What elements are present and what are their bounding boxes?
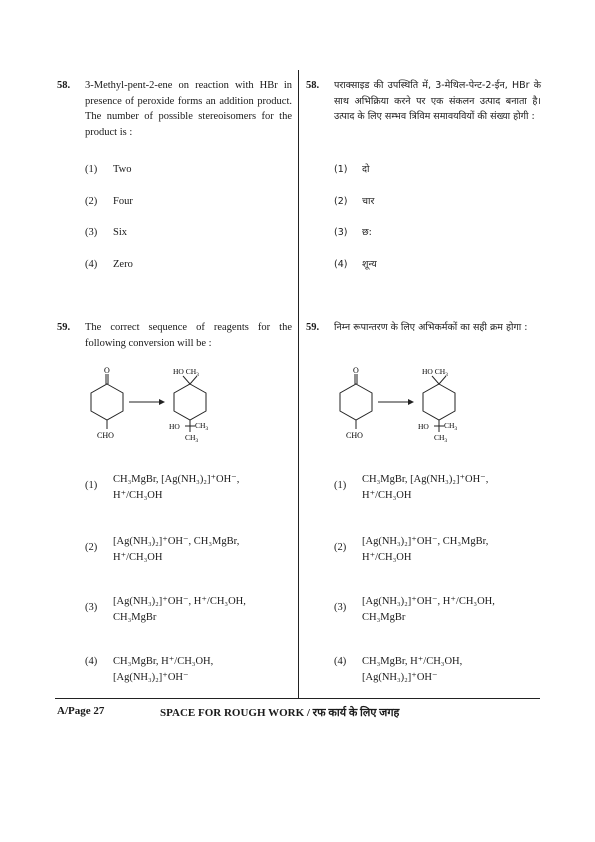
svg-text:CH3: $CH_3$ <box>444 421 458 432</box>
top-substituent-label: HO $CH_3$ <box>173 367 199 378</box>
question-text: पराक्साइड की उपस्थिति में, 3-मेथिल-पेन्ट-2-ईन, HBr के साथ अभिक्रिया करने पर एक संकलन उत्पाद बनाता है। उत्पाद के लिए सम्भव त्रिविम समावयवियों की संख्या होगी : <box>334 80 541 122</box>
question-58-hi <box>306 78 541 125</box>
question-text: निम्न रूपान्तरण के लिए अभिकर्मकों का सही क्रम होगा : <box>334 322 528 333</box>
svg-text:CHO: CHO <box>346 431 363 440</box>
exam-page: 58. 3-Methyl-pent-2-ene on reaction with HBr in presence of peroxide forms an addition product. The number of possible stereoisomers for the product is : (1) Two (2) Four (3) Six (4) Zero 59. The correct sequence of reagents for the following conversion will be : O CHO HO $CH_3$ HO $CH_3$ $CH_3$ (1) CH₃MgBr, [Ag(NH₃)₂]⁺OH⁻, H⁺/CH₃OH (2) [Ag(NH₃)₂]⁺OH⁻, CH₃MgBr, H⁺/CH₃OH (3) [Ag(NH₃)₂]⁺OH⁻, H⁺/CH₃OH, CH₃MgBr (4) CH₃MgBr, H⁺/CH₃OH, [Ag(NH₃)₂]⁺OH⁻ 58. पराक्साइड की उपस्थिति में, 3-मेथिल-पेन्ट-2-ईन, HBr के साथ अभिक्रिया करने पर एक संकलन उत्पाद बनाता है। उत्पाद के लिए सम्भव त्रिविम समावयवियों की संख्या होगी : (1) दो (2) चार (3) छ: (4) शून्य 59. निम्न रूपान्तरण के लिए अभिकर्मकों का सही क्रम होगा : O CHO HO $CH_3$ HO $CH_3$ $CH_3$ (1) CH₃MgBr, [Ag(NH₃)₂]⁺OH⁻, H⁺/CH₃OH (2) [Ag(NH₃)₂]⁺OH⁻, CH₃MgBr, H⁺/CH₃OH (3) [Ag(NH₃)₂]⁺OH⁻, H⁺/CH₃OH, CH₃MgBr (4) CH₃MgBr, H⁺/CH₃OH, [Ag(NH₃)₂]⁺OH⁻ A/Page 27 SPACE FOR ROUGH WORK / रफ कार्य के लिए जगह <box>0 0 595 842</box>
question-number: 58. <box>306 80 320 91</box>
question-59-en <box>57 320 292 351</box>
svg-text:HO CH3: HO $CH_3$ <box>422 367 448 378</box>
question-number: 59. <box>306 322 320 333</box>
question-59-hi <box>306 320 541 336</box>
product-ring <box>174 384 206 420</box>
svg-text:O: O <box>353 366 359 375</box>
reaction-structure-en <box>85 366 235 446</box>
svg-text:CH3: $CH_3$ <box>434 433 448 444</box>
bottom-methyl-label: $CH_3$ <box>195 421 209 432</box>
aldehyde-label: CHO <box>97 431 114 440</box>
question-text: 3-Methyl-pent-2-ene on reaction with HBr in presence of peroxide forms an addition product. The number of possible stereoisomers for the product is : <box>85 80 292 138</box>
bottom-methyl-2-label: $CH_3$ <box>185 433 199 444</box>
reaction-structure-hi <box>334 366 484 446</box>
question-number: 58. <box>57 80 71 91</box>
footer-rule <box>55 698 540 699</box>
question-58-en <box>57 78 292 140</box>
question-text: The correct sequence of reagents for the following conversion will be : <box>85 322 292 349</box>
carbonyl-oxygen-label: O <box>104 366 110 375</box>
page-label: A/Page 27 <box>57 705 105 717</box>
svg-text:HO: HO <box>418 422 429 431</box>
cyclohexanone-ring <box>91 384 123 420</box>
bottom-hydroxyl-label: HO <box>169 422 180 431</box>
column-divider <box>298 70 299 698</box>
rough-work-label: SPACE FOR ROUGH WORK / रफ कार्य के लिए जगह <box>160 707 400 719</box>
question-number: 59. <box>57 322 71 333</box>
